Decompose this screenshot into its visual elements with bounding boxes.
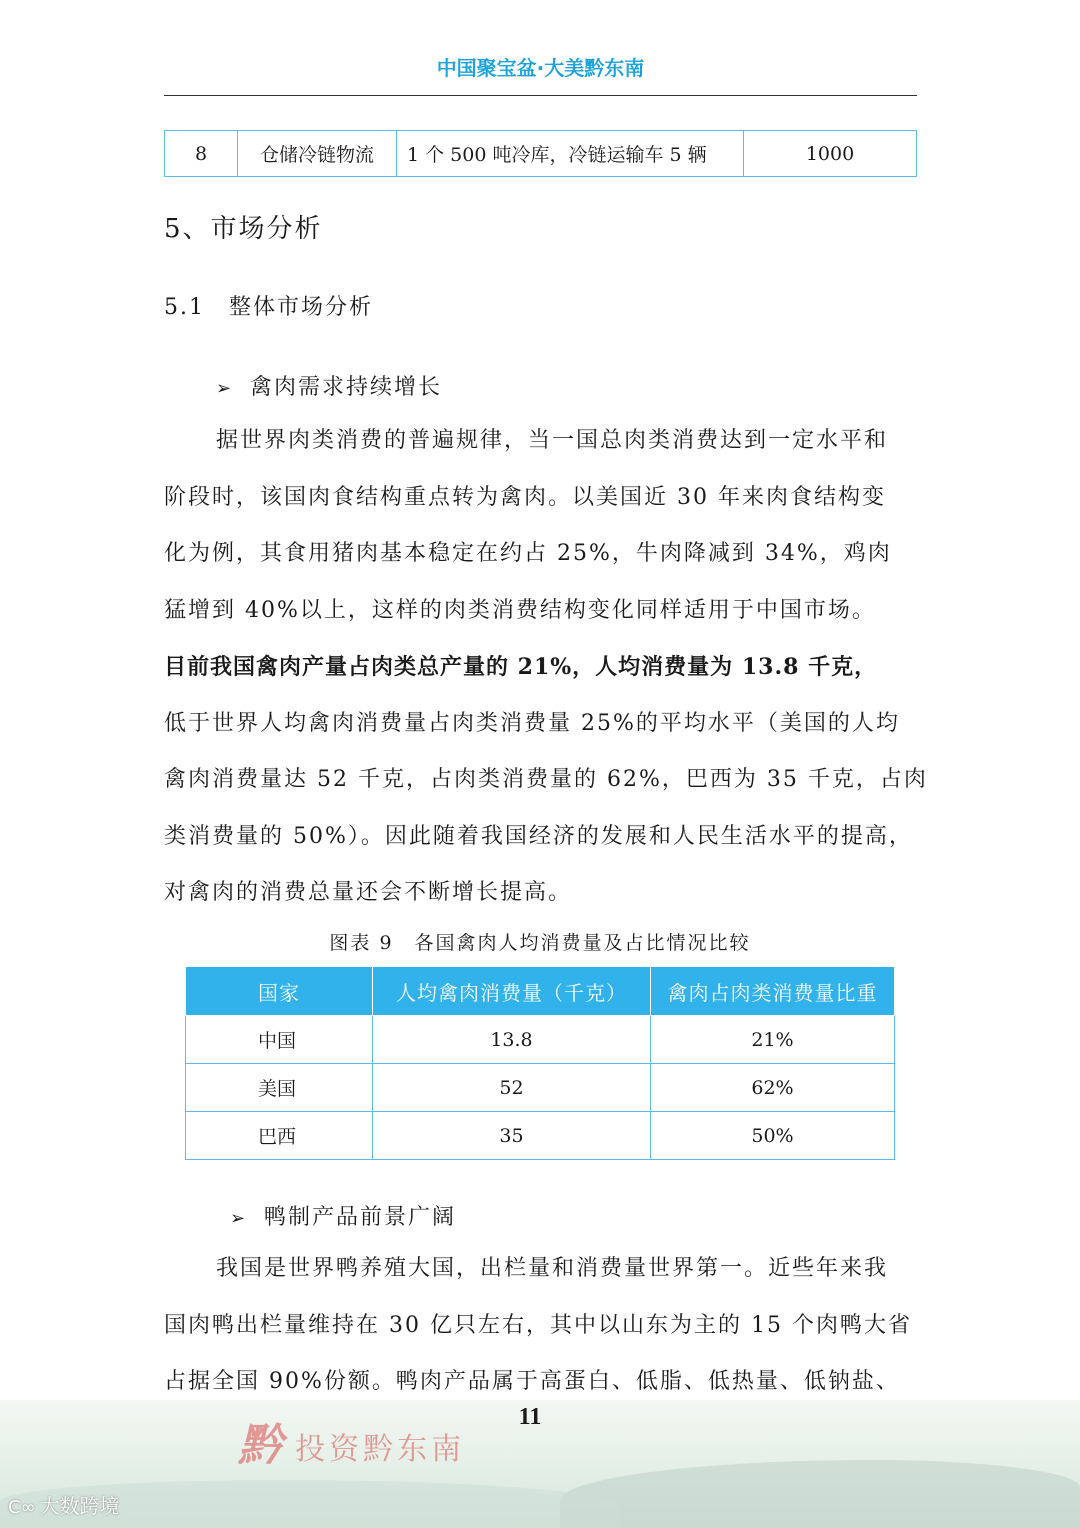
table-caption: 图表 9 各国禽肉人均消费量及占比情况比较: [329, 932, 751, 954]
paragraph-line: 我国是世界鸭养殖大国，出栏量和消费量世界第一。近些年来我: [216, 1256, 889, 1281]
paragraph-line: 对禽肉的消费总量还会不断增长提高。: [164, 880, 573, 905]
logo-seal-icon: 黔: [238, 1420, 282, 1471]
table-cell-index: 8: [165, 131, 238, 177]
table-row: [165, 131, 917, 177]
paragraph-line: 低于世界人均禽肉消费量占肉类消费量 25%的平均水平（美国的人均: [164, 710, 900, 736]
table-cell-country: 美国: [186, 1064, 373, 1112]
table-row: [186, 1064, 895, 1112]
table-cell-content: 1 个 500 吨冷库，冷链运输车 5 辆: [397, 131, 744, 177]
watermark-text: 大数跨境: [39, 1494, 120, 1518]
bullet-heading-poultry: [216, 370, 442, 401]
table-cell-name: 仓储冷链物流: [238, 131, 397, 177]
table-cell-per-capita: 35: [373, 1112, 651, 1160]
table-cell-share: 21%: [651, 1016, 895, 1064]
section-title: 5、市场分析: [164, 214, 323, 244]
paragraph-line: 化为例，其食用猪肉基本稳定在约占 25%，牛肉降减到 34%，鸡肉: [164, 541, 892, 566]
column-header-per-capita: 人均禽肉消费量（千克）: [373, 967, 651, 1016]
footer-hill-shape: [560, 1460, 1080, 1528]
paragraph-line: 占据全国 90%份额。鸭肉产品属于高蛋白、低脂、低热量、低钠盐、: [164, 1369, 900, 1394]
table-cell-share: 62%: [651, 1064, 895, 1112]
arrow-bullet-icon: ➢: [230, 1208, 248, 1229]
paragraph-line-bold: 目前我国禽肉产量占肉类总产量的 21%，人均消费量为 13.8 千克，: [164, 654, 878, 680]
table-cell-country: 中国: [186, 1016, 373, 1064]
header-divider: [164, 95, 917, 96]
subsection-title: 5.1 整体市场分析: [164, 295, 373, 320]
page-number: 11: [518, 1404, 542, 1430]
table-header-row: [186, 967, 895, 1016]
paragraph-line: 类消费量的 50%）。因此随着我国经济的发展和人民生活水平的提高，: [164, 823, 913, 849]
watermark-logo-icon: C∞: [8, 1497, 36, 1518]
watermark: [8, 1490, 120, 1519]
table-cell-country: 巴西: [186, 1112, 373, 1160]
footer-logo: [238, 1418, 465, 1478]
table-cell-share: 50%: [651, 1112, 895, 1160]
table-row: [186, 1016, 895, 1064]
page-header-title: 中国聚宝盆·大美黔东南: [436, 56, 645, 80]
paragraph-line: 国肉鸭出栏量维持在 30 亿只左右，其中以山东为主的 15 个肉鸭大省: [164, 1312, 912, 1338]
bullet-heading-text: 禽肉需求持续增长: [250, 375, 443, 400]
paragraph-line: 猛增到 40%以上，这样的肉类消费结构变化同样适用于中国市场。: [164, 597, 876, 623]
bullet-heading-text: 鸭制产品前景广阔: [264, 1205, 457, 1230]
paragraph-line: 据世界肉类消费的普遍规律，当一国总肉类消费达到一定水平和: [216, 428, 889, 453]
table-cell-amount: 1000: [744, 131, 917, 177]
poultry-consumption-table: [185, 966, 895, 1160]
table-row: [186, 1112, 895, 1160]
bullet-heading-duck: [230, 1200, 456, 1231]
paragraph-line: 禽肉消费量达 52 千克，占肉类消费量的 62%，巴西为 35 千克，占肉: [164, 767, 928, 792]
paragraph-duck-products: [164, 1241, 916, 1411]
paragraph-line: 阶段时，该国肉食结构重点转为禽肉。以美国近 30 年来肉食结构变: [164, 484, 886, 510]
column-header-country: 国家: [186, 967, 373, 1016]
logo-text: 投资黔东南: [295, 1432, 466, 1467]
continued-table: [164, 130, 917, 177]
column-header-share: 禽肉占肉类消费量比重: [651, 967, 895, 1016]
arrow-bullet-icon: ➢: [216, 378, 234, 399]
table-cell-per-capita: 13.8: [373, 1016, 651, 1064]
paragraph-poultry-demand: [164, 413, 928, 922]
table-cell-per-capita: 52: [373, 1064, 651, 1112]
